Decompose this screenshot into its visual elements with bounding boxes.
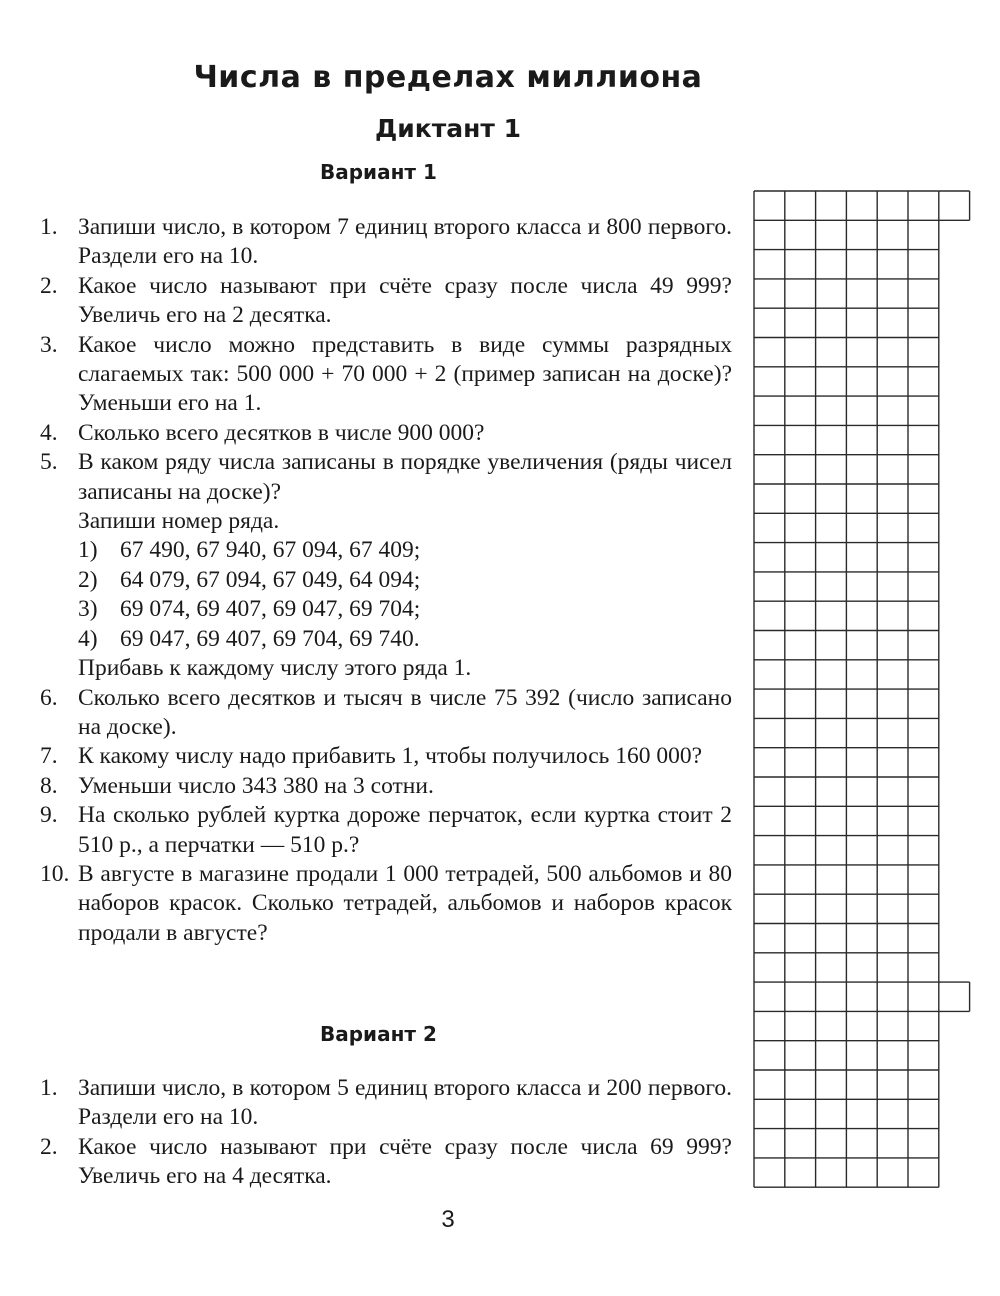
variant-1-task-list bbox=[40, 213, 732, 948]
task-1 bbox=[40, 213, 732, 272]
series-number: 4) bbox=[78, 625, 98, 652]
task-number: 2. bbox=[40, 1133, 58, 1160]
variant-1-title: Вариант 1 bbox=[320, 160, 437, 184]
task-3 bbox=[40, 331, 732, 419]
task-number: 3. bbox=[40, 331, 58, 358]
number-series-4 bbox=[78, 625, 732, 654]
task-text: Сколько всего десятков и тысяч в числе 75 392 (число записано на доске). bbox=[78, 684, 732, 740]
series-values: 69 047, 69 407, 69 704, 69 740. bbox=[120, 625, 420, 652]
task-text: Какое число называют при счёте сразу после числа 49 999? Увеличь его на 2 десятка. bbox=[78, 272, 732, 329]
task-2 bbox=[40, 272, 732, 331]
task-text: Запиши число, в котором 5 единиц второго класса и 200 первого. Раздели его на 10. bbox=[78, 1075, 732, 1131]
task-text: Уменьши число 343 380 на 3 сотни. bbox=[78, 772, 434, 799]
series-number: 2) bbox=[78, 566, 98, 593]
task-number: 1. bbox=[40, 1075, 58, 1101]
task-2 bbox=[40, 1133, 732, 1192]
task-7 bbox=[40, 742, 732, 771]
task-text: На сколько рублей куртка дороже перчаток, если куртка стоит 2 510 р., а перчатки — 510 р.? bbox=[78, 802, 732, 858]
task-number: 10. bbox=[40, 860, 70, 887]
task-9 bbox=[40, 801, 732, 860]
task-instruction: Запиши номер ряда. bbox=[78, 508, 280, 535]
task-6 bbox=[40, 684, 732, 743]
task-number: 9. bbox=[40, 802, 58, 829]
variant-2-title: Вариант 2 bbox=[320, 1022, 437, 1046]
page-title: Числа в пределах миллиона bbox=[193, 60, 703, 95]
task-10 bbox=[40, 860, 732, 948]
task-text: Какое число можно представить в виде суммы разрядных слагаемых так: 500 000 + 70 000 + 2 (пример записан на доске)? Уменьши его на 1. bbox=[78, 331, 732, 417]
task-number: 4. bbox=[40, 419, 58, 446]
series-number: 1) bbox=[78, 537, 98, 564]
task-text: Какое число называют при счёте сразу после числа 69 999? Увеличь его на 4 десятка. bbox=[78, 1133, 732, 1190]
task-number: 1. bbox=[40, 214, 58, 240]
task-5 bbox=[40, 448, 732, 683]
number-series-2 bbox=[78, 566, 732, 595]
task-text: К какому числу надо прибавить 1, чтобы получилось 160 000? bbox=[78, 743, 703, 770]
number-series-3 bbox=[78, 595, 732, 624]
variant-2-task-list bbox=[40, 1074, 732, 1192]
task-number: 6. bbox=[40, 684, 58, 711]
series-values: 67 490, 67 940, 67 094, 67 409; bbox=[120, 537, 421, 564]
page-number: 3 bbox=[441, 1206, 455, 1233]
task-text: В августе в магазине продали 1 000 тетрадей, 500 альбомов и 80 наборов красок. Сколько тетрадей, альбомов и наборов красок продали в августе? bbox=[78, 860, 732, 946]
task-number: 5. bbox=[40, 449, 58, 476]
number-series-1 bbox=[78, 536, 732, 565]
task-number: 7. bbox=[40, 743, 58, 770]
series-values: 69 074, 69 407, 69 047, 69 704; bbox=[120, 596, 421, 623]
task-8 bbox=[40, 772, 732, 801]
task-1 bbox=[40, 1074, 732, 1133]
dictation-title: Диктант 1 bbox=[375, 114, 521, 143]
task-text: В каком ряду числа записаны в порядке увеличения (ряды чисел записаны на доске)? bbox=[78, 449, 732, 505]
series-values: 64 079, 67 094, 67 049, 64 094; bbox=[120, 566, 421, 593]
task-number: 2. bbox=[40, 272, 58, 299]
answer-grid bbox=[753, 190, 973, 1202]
task-text: Запиши число, в котором 7 единиц второго класса и 800 первого. Раздели его на 10. bbox=[78, 214, 732, 270]
task-number: 8. bbox=[40, 772, 58, 799]
series-number: 3) bbox=[78, 596, 98, 623]
task-4 bbox=[40, 419, 732, 448]
task-text: Сколько всего десятков в числе 900 000? bbox=[78, 419, 485, 446]
task-followup: Прибавь к каждому числу этого ряда 1. bbox=[78, 655, 472, 682]
task-5-body bbox=[78, 448, 732, 683]
